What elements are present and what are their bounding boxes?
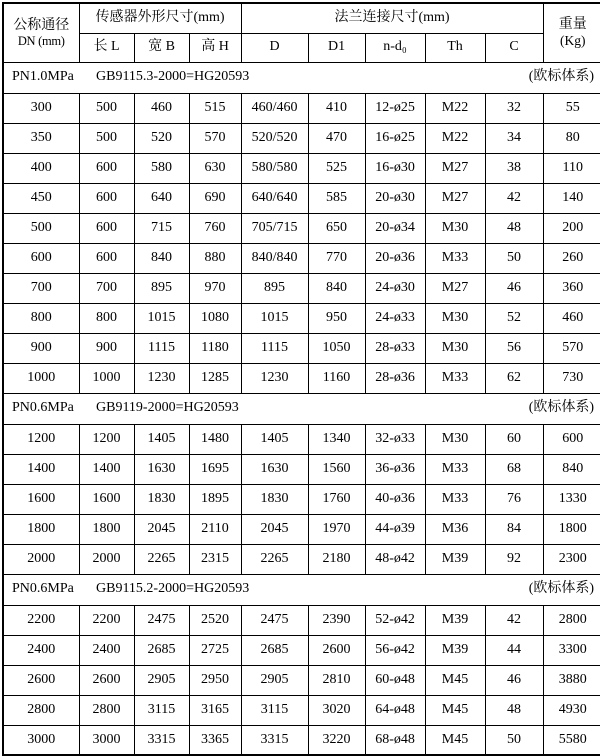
table-cell: 68-ø48 <box>365 725 425 755</box>
table-cell: 2475 <box>241 605 308 635</box>
table-cell: M33 <box>425 484 485 514</box>
table-cell: 84 <box>485 514 543 544</box>
table-cell: 1830 <box>241 484 308 514</box>
table-row <box>3 93 600 123</box>
table-cell: 650 <box>308 213 365 243</box>
table-cell: 2905 <box>241 665 308 695</box>
table-cell: 2950 <box>189 665 241 695</box>
section-pressure-rating: PN0.6MPa <box>12 400 74 416</box>
table-row <box>3 273 600 303</box>
table-cell: 640 <box>134 183 189 213</box>
table-cell: 1405 <box>134 424 189 454</box>
table-cell: 895 <box>134 273 189 303</box>
table-cell: 1080 <box>189 303 241 333</box>
table-cell: M30 <box>425 213 485 243</box>
table-cell: 80 <box>543 123 600 153</box>
table-cell: 3115 <box>134 695 189 725</box>
table-cell: 3000 <box>79 725 134 755</box>
table-cell: M22 <box>425 123 485 153</box>
table-cell: 2475 <box>134 605 189 635</box>
table-cell: 46 <box>485 665 543 695</box>
table-cell: 500 <box>79 123 134 153</box>
table-cell: 600 <box>79 243 134 273</box>
header-height-h: 高 H <box>189 33 241 62</box>
table-body <box>3 62 600 755</box>
table-cell: 1800 <box>3 514 79 544</box>
table-cell: 515 <box>189 93 241 123</box>
table-cell: M27 <box>425 273 485 303</box>
table-cell: 470 <box>308 123 365 153</box>
table-cell: 2390 <box>308 605 365 635</box>
table-cell: 44 <box>485 635 543 665</box>
table-cell: 600 <box>79 153 134 183</box>
table-cell: 2600 <box>308 635 365 665</box>
table-cell: 2200 <box>3 605 79 635</box>
header-th: Th <box>425 33 485 62</box>
table-cell: 92 <box>485 544 543 574</box>
table-cell: 1695 <box>189 454 241 484</box>
table-cell: 4930 <box>543 695 600 725</box>
table-cell: 36-ø36 <box>365 454 425 484</box>
table-cell: 2045 <box>134 514 189 544</box>
table-row <box>3 665 600 695</box>
table-cell: 60 <box>485 424 543 454</box>
table-cell: 705/715 <box>241 213 308 243</box>
table-row <box>3 695 600 725</box>
table-cell: M39 <box>425 605 485 635</box>
table-cell: 2265 <box>241 544 308 574</box>
table-row <box>3 333 600 363</box>
table-cell: 2400 <box>79 635 134 665</box>
dimension-spec-table <box>2 2 600 756</box>
header-nominal-diameter <box>3 3 79 62</box>
section-header-row <box>3 393 600 424</box>
table-cell: 1800 <box>79 514 134 544</box>
table-row <box>3 484 600 514</box>
table-cell: 16-ø30 <box>365 153 425 183</box>
header-weight-line2: (Kg) <box>560 33 586 49</box>
table-cell: 1330 <box>543 484 600 514</box>
table-cell: 48 <box>485 695 543 725</box>
table-cell: M22 <box>425 93 485 123</box>
table-cell: 40-ø36 <box>365 484 425 514</box>
table-cell: 2800 <box>79 695 134 725</box>
table-cell: M30 <box>425 303 485 333</box>
section-header-cell <box>3 393 600 424</box>
header-weight <box>543 3 600 62</box>
table-cell: 110 <box>543 153 600 183</box>
table-cell: 1230 <box>241 363 308 393</box>
table-cell: 1285 <box>189 363 241 393</box>
table-cell: 1970 <box>308 514 365 544</box>
table-cell: 630 <box>189 153 241 183</box>
table-cell: 950 <box>308 303 365 333</box>
table-cell: 1600 <box>79 484 134 514</box>
table-cell: 2905 <box>134 665 189 695</box>
table-cell: 24-ø30 <box>365 273 425 303</box>
table-cell: 34 <box>485 123 543 153</box>
section-system-label: (欧标体系) <box>528 400 595 416</box>
table-cell: 570 <box>543 333 600 363</box>
table-cell: 600 <box>79 213 134 243</box>
table-cell: 1400 <box>3 454 79 484</box>
table-row <box>3 363 600 393</box>
table-cell: 16-ø25 <box>365 123 425 153</box>
header-d: D <box>241 33 308 62</box>
table-cell: 525 <box>308 153 365 183</box>
table-row <box>3 123 600 153</box>
table-cell: 880 <box>189 243 241 273</box>
table-cell: 42 <box>485 183 543 213</box>
table-cell: 840 <box>308 273 365 303</box>
table-cell: 52-ø42 <box>365 605 425 635</box>
table-cell: 1405 <box>241 424 308 454</box>
section-pressure-rating: PN0.6MPa <box>12 581 74 597</box>
table-cell: 2300 <box>543 544 600 574</box>
table-cell: 20-ø34 <box>365 213 425 243</box>
table-row <box>3 605 600 635</box>
table-cell: 715 <box>134 213 189 243</box>
table-row <box>3 213 600 243</box>
table-cell: 76 <box>485 484 543 514</box>
table-cell: 2685 <box>241 635 308 665</box>
table-cell: 760 <box>189 213 241 243</box>
table-cell: 1050 <box>308 333 365 363</box>
table-row <box>3 635 600 665</box>
table-cell: 600 <box>79 183 134 213</box>
table-cell: 580/580 <box>241 153 308 183</box>
header-weight-line1: 重量 <box>558 16 587 32</box>
table-cell: 46 <box>485 273 543 303</box>
table-cell: 2180 <box>308 544 365 574</box>
table-cell: 2600 <box>79 665 134 695</box>
table-row <box>3 243 600 273</box>
table-cell: M39 <box>425 544 485 574</box>
table-cell: M30 <box>425 424 485 454</box>
table-cell: 1015 <box>134 303 189 333</box>
table-row <box>3 303 600 333</box>
table-cell: 32-ø33 <box>365 424 425 454</box>
table-cell: 50 <box>485 725 543 755</box>
table-cell: 840/840 <box>241 243 308 273</box>
table-cell: 460 <box>543 303 600 333</box>
table-cell: 3115 <box>241 695 308 725</box>
section-system-label: (欧标体系) <box>528 69 595 85</box>
table-cell: 1400 <box>79 454 134 484</box>
table-cell: 700 <box>3 273 79 303</box>
table-cell: 3300 <box>543 635 600 665</box>
table-row <box>3 544 600 574</box>
table-cell: 585 <box>308 183 365 213</box>
table-cell: 3315 <box>134 725 189 755</box>
header-n-d0: n-d₀ <box>365 33 425 62</box>
section-standard-code: GB9115.3-2000=HG20593 <box>96 69 250 85</box>
table-cell: 600 <box>543 424 600 454</box>
table-cell: 200 <box>543 213 600 243</box>
table-row <box>3 424 600 454</box>
table-cell: 2725 <box>189 635 241 665</box>
table-cell: 1760 <box>308 484 365 514</box>
table-cell: 900 <box>79 333 134 363</box>
table-cell: 12-ø25 <box>365 93 425 123</box>
table-cell: 1560 <box>308 454 365 484</box>
table-cell: M33 <box>425 243 485 273</box>
table-cell: 1480 <box>189 424 241 454</box>
table-cell: 1000 <box>3 363 79 393</box>
table-cell: 2110 <box>189 514 241 544</box>
table-cell: 410 <box>308 93 365 123</box>
table-cell: 56 <box>485 333 543 363</box>
table-cell: 520/520 <box>241 123 308 153</box>
table-cell: 1015 <box>241 303 308 333</box>
header-group-sensor-dimensions: 传感器外形尺寸(mm) <box>79 3 241 33</box>
table-cell: 970 <box>189 273 241 303</box>
table-cell: 2800 <box>543 605 600 635</box>
table-cell: 140 <box>543 183 600 213</box>
table-cell: 55 <box>543 93 600 123</box>
table-cell: 1000 <box>79 363 134 393</box>
table-cell: 2315 <box>189 544 241 574</box>
table-cell: 2200 <box>79 605 134 635</box>
table-cell: 800 <box>3 303 79 333</box>
table-cell: 2600 <box>3 665 79 695</box>
table-cell: 300 <box>3 93 79 123</box>
table-cell: 1340 <box>308 424 365 454</box>
table-cell: 5580 <box>543 725 600 755</box>
table-cell: 3020 <box>308 695 365 725</box>
section-pressure-rating: PN1.0MPa <box>12 69 74 85</box>
section-header-cell <box>3 62 600 93</box>
table-cell: 460 <box>134 93 189 123</box>
table-cell: 580 <box>134 153 189 183</box>
table-cell: 2000 <box>3 544 79 574</box>
table-cell: 1630 <box>134 454 189 484</box>
table-cell: M45 <box>425 725 485 755</box>
section-standard-code: GB9119-2000=HG20593 <box>96 400 239 416</box>
table-cell: 28-ø33 <box>365 333 425 363</box>
table-cell: 2800 <box>3 695 79 725</box>
table-cell: M39 <box>425 635 485 665</box>
table-header <box>3 3 600 62</box>
table-cell: 48 <box>485 213 543 243</box>
table-cell: M33 <box>425 454 485 484</box>
table-cell: 895 <box>241 273 308 303</box>
section-system-label: (欧标体系) <box>528 581 595 597</box>
table-cell: 2045 <box>241 514 308 544</box>
table-cell: 600 <box>3 243 79 273</box>
table-row <box>3 183 600 213</box>
table-cell: 3165 <box>189 695 241 725</box>
table-cell: 3000 <box>3 725 79 755</box>
header-length-l: 长 L <box>79 33 134 62</box>
table-cell: 690 <box>189 183 241 213</box>
table-cell: 20-ø36 <box>365 243 425 273</box>
table-cell: 730 <box>543 363 600 393</box>
table-cell: 1200 <box>3 424 79 454</box>
table-cell: 460/460 <box>241 93 308 123</box>
table-cell: M30 <box>425 333 485 363</box>
section-header-row <box>3 574 600 605</box>
table-cell: 2000 <box>79 544 134 574</box>
header-d1: D1 <box>308 33 365 62</box>
table-cell: 24-ø33 <box>365 303 425 333</box>
table-cell: 450 <box>3 183 79 213</box>
table-cell: 42 <box>485 605 543 635</box>
table-cell: 48-ø42 <box>365 544 425 574</box>
table-cell: 1180 <box>189 333 241 363</box>
table-cell: 1160 <box>308 363 365 393</box>
header-nominal-diameter-line1: 公称通径 <box>13 17 70 33</box>
section-standard-code: GB9115.2-2000=HG20593 <box>96 581 250 597</box>
table-cell: M33 <box>425 363 485 393</box>
table-cell: 3880 <box>543 665 600 695</box>
table-cell: 2685 <box>134 635 189 665</box>
table-cell: 360 <box>543 273 600 303</box>
table-cell: 840 <box>543 454 600 484</box>
table-cell: 60-ø48 <box>365 665 425 695</box>
table-cell: 900 <box>3 333 79 363</box>
table-cell: M45 <box>425 695 485 725</box>
table-cell: 50 <box>485 243 543 273</box>
table-cell: 400 <box>3 153 79 183</box>
table-row <box>3 725 600 755</box>
table-cell: 52 <box>485 303 543 333</box>
table-cell: 38 <box>485 153 543 183</box>
table-cell: M45 <box>425 665 485 695</box>
table-cell: 260 <box>543 243 600 273</box>
table-cell: 640/640 <box>241 183 308 213</box>
table-cell: 840 <box>134 243 189 273</box>
table-cell: 770 <box>308 243 365 273</box>
header-nominal-diameter-line2: DN (mm) <box>17 33 65 48</box>
table-cell: M36 <box>425 514 485 544</box>
table-cell: 520 <box>134 123 189 153</box>
table-cell: 1895 <box>189 484 241 514</box>
table-cell: 800 <box>79 303 134 333</box>
table-cell: 2810 <box>308 665 365 695</box>
table-row <box>3 454 600 484</box>
table-cell: 28-ø36 <box>365 363 425 393</box>
table-cell: 56-ø42 <box>365 635 425 665</box>
table-cell: 2520 <box>189 605 241 635</box>
table-cell: M27 <box>425 153 485 183</box>
table-row <box>3 153 600 183</box>
table-cell: 3220 <box>308 725 365 755</box>
header-group-flange-dimensions: 法兰连接尺寸(mm) <box>241 3 543 33</box>
table-cell: 2400 <box>3 635 79 665</box>
table-cell: 1115 <box>134 333 189 363</box>
table-cell: 700 <box>79 273 134 303</box>
table-cell: 1230 <box>134 363 189 393</box>
table-cell: 500 <box>79 93 134 123</box>
table-cell: 2265 <box>134 544 189 574</box>
table-cell: 570 <box>189 123 241 153</box>
table-cell: 1630 <box>241 454 308 484</box>
table-cell: 32 <box>485 93 543 123</box>
table-cell: 500 <box>3 213 79 243</box>
table-cell: 1800 <box>543 514 600 544</box>
table-cell: 1600 <box>3 484 79 514</box>
table-cell: 1115 <box>241 333 308 363</box>
table-cell: 64-ø48 <box>365 695 425 725</box>
table-row <box>3 514 600 544</box>
table-cell: 350 <box>3 123 79 153</box>
table-cell: 1200 <box>79 424 134 454</box>
section-header-row <box>3 62 600 93</box>
table-cell: 62 <box>485 363 543 393</box>
header-c: C <box>485 33 543 62</box>
table-cell: 1830 <box>134 484 189 514</box>
table-cell: 20-ø30 <box>365 183 425 213</box>
table-cell: M27 <box>425 183 485 213</box>
table-cell: 44-ø39 <box>365 514 425 544</box>
table-cell: 3315 <box>241 725 308 755</box>
table-cell: 3365 <box>189 725 241 755</box>
table-cell: 68 <box>485 454 543 484</box>
section-header-cell <box>3 574 600 605</box>
header-width-b: 宽 B <box>134 33 189 62</box>
